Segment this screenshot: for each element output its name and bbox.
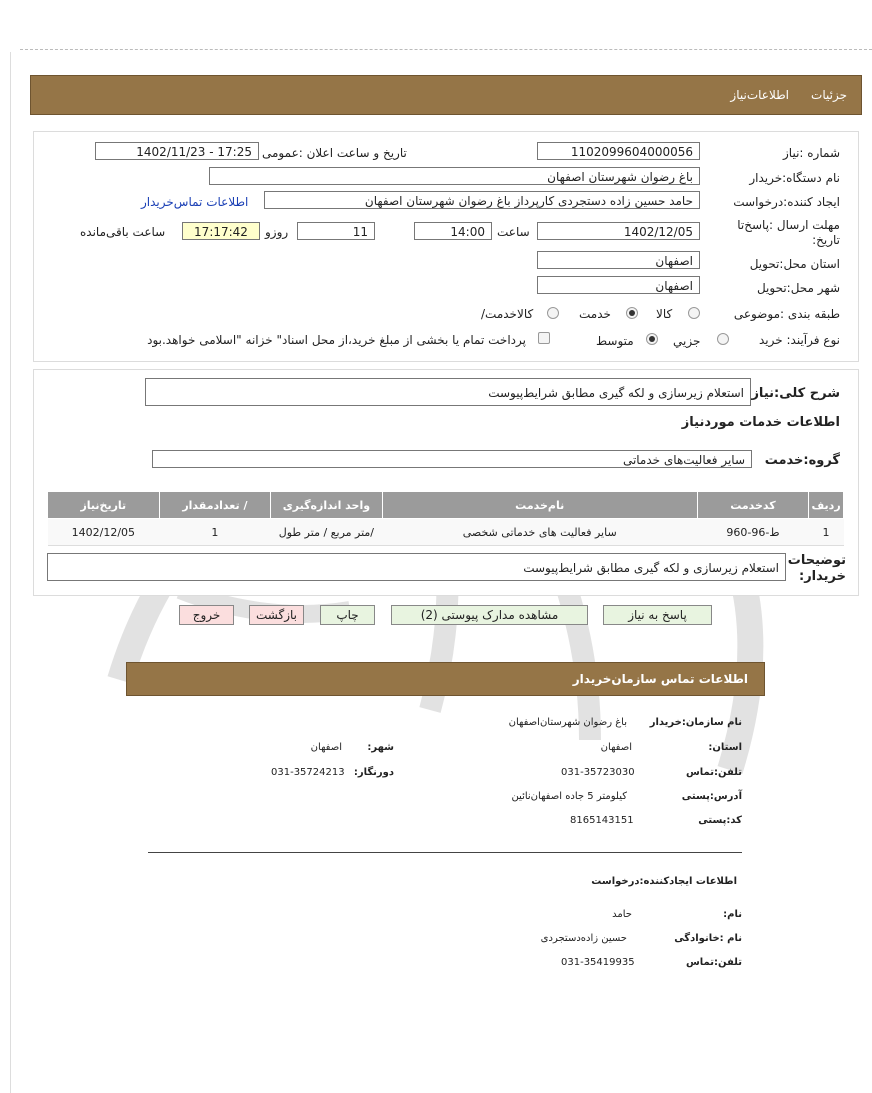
service-group-field[interactable]: سایر فعالیت‌های خدماتی bbox=[152, 450, 752, 468]
deadline-date-field[interactable]: 1402/12/05 bbox=[537, 222, 700, 240]
table-row bbox=[48, 519, 844, 546]
buyer-notes-field[interactable]: استعلام زیرسازی و لکه گیری مطابق شرایط‌پیوست bbox=[47, 553, 786, 581]
summary-label: شرح کلی:نیاز bbox=[751, 386, 840, 401]
buyer-contact-link[interactable]: اطلاعات تماس‌خریدار bbox=[141, 195, 249, 209]
contact-bar bbox=[126, 662, 765, 696]
days-label: روزو bbox=[265, 225, 289, 239]
col-row: ردیف bbox=[809, 492, 844, 519]
province-label: استان محل:تحویل bbox=[749, 257, 840, 271]
contact-phone-label: تلفن:تماس bbox=[685, 767, 742, 778]
reply-button[interactable]: پاسخ به نیاز bbox=[603, 605, 712, 625]
deadline-label-2: :تاریخ bbox=[812, 233, 840, 247]
service-group-label: گروه:خدمت bbox=[764, 453, 840, 468]
category-label: طبقه بندی :موضوعی bbox=[733, 307, 840, 321]
city-field[interactable]: اصفهان bbox=[537, 276, 700, 294]
col-quantity: / تعدادمقدار bbox=[159, 492, 270, 519]
top-divider bbox=[20, 49, 872, 50]
contact-address-value: کیلومتر 5 جاده اصفهان‌نائین bbox=[511, 791, 627, 802]
contact-fax-label: :دورنگار bbox=[353, 767, 394, 778]
cell-name: سایر فعالیت های خدماتی شخصی bbox=[382, 519, 697, 546]
creator-family-value: حسین زاده‌دستجردی bbox=[540, 933, 627, 944]
announce-label: تاریخ و ساعت اعلان :عمومی bbox=[262, 146, 407, 160]
category-service-radio[interactable] bbox=[626, 307, 638, 319]
creator-label: ایجاد کننده:درخواست bbox=[733, 195, 840, 209]
col-date: تاریخ‌نیاز bbox=[48, 492, 160, 519]
contact-province-value: اصفهان bbox=[600, 742, 632, 753]
print-button[interactable]: چاپ bbox=[320, 605, 375, 625]
category-both-radio[interactable] bbox=[547, 307, 559, 319]
view-documents-button[interactable]: مشاهده مدارک پیوستی (2) bbox=[391, 605, 588, 625]
city-label: شهر محل:تحویل bbox=[756, 281, 840, 295]
need-number-field[interactable]: 1102099604000056 bbox=[537, 142, 700, 160]
treasury-payment-checkbox[interactable] bbox=[538, 332, 550, 344]
creator-name-label: :نام bbox=[723, 909, 742, 920]
col-code: کدخدمت bbox=[697, 492, 808, 519]
process-medium-label: متوسط bbox=[596, 334, 634, 348]
left-divider bbox=[10, 52, 11, 1093]
creator-family-label: نام :خانوادگی bbox=[674, 933, 742, 944]
creator-name-value: حامد bbox=[612, 909, 632, 920]
buyer-org-field[interactable]: باغ رضوان شهرستان اصفهان bbox=[209, 167, 700, 185]
days-field[interactable]: 11 bbox=[297, 222, 375, 240]
contact-org-value: باغ رضوان شهرستان‌اصفهان bbox=[508, 717, 627, 728]
creator-phone-value: 031-35419935 bbox=[561, 957, 635, 968]
cell-unit: /متر مربع / متر طول bbox=[271, 519, 383, 546]
back-button[interactable]: بازگشت bbox=[249, 605, 304, 625]
header-title-info[interactable]: اطلاعات‌نیاز bbox=[730, 88, 789, 102]
contact-province-label: :استان bbox=[708, 742, 742, 753]
category-service-label: خدمت bbox=[579, 307, 611, 321]
cell-row: 1 bbox=[809, 519, 844, 546]
col-name: نام‌خدمت bbox=[382, 492, 697, 519]
services-table-header bbox=[48, 492, 844, 519]
treasury-payment-note: پرداخت تمام یا بخشی از مبلغ خرید،از محل اسناد" خزانه "اسلامی خواهد.بود bbox=[147, 333, 526, 347]
contact-bar-title: اطلاعات تماس سازمان‌خریدار bbox=[572, 672, 748, 686]
process-minor-radio[interactable] bbox=[717, 333, 729, 345]
category-goods-radio[interactable] bbox=[688, 307, 700, 319]
creator-section-title: اطلاعات ایجادکننده:درخواست bbox=[591, 876, 737, 887]
need-number-label: شماره :نیاز bbox=[783, 146, 840, 160]
remaining-label: ساعت باقی‌مانده bbox=[80, 225, 166, 239]
exit-button[interactable]: خروج bbox=[179, 605, 234, 625]
services-table bbox=[47, 491, 844, 546]
contact-postal-value: 8165143151 bbox=[570, 815, 634, 826]
deadline-time-label: ساعت bbox=[497, 225, 530, 239]
cell-date: 1402/12/05 bbox=[48, 519, 160, 546]
need-info-panel bbox=[33, 131, 859, 362]
contact-divider bbox=[148, 852, 742, 853]
process-medium-radio[interactable] bbox=[646, 333, 658, 345]
cell-code: ط-96-960 bbox=[697, 519, 808, 546]
province-field[interactable]: اصفهان bbox=[537, 251, 700, 269]
deadline-time-field[interactable]: 14:00 bbox=[414, 222, 492, 240]
buyer-org-label: نام دستگاه:خریدار bbox=[749, 171, 840, 185]
creator-field[interactable]: حامد حسین زاده دستجردی کارپرداز باغ رضوان شهرستان اصفهان bbox=[264, 191, 700, 209]
contact-postal-label: کد:پستی bbox=[698, 815, 742, 826]
contact-phone-value: 031-35723030 bbox=[561, 767, 635, 778]
services-title: اطلاعات خدمات موردنیاز bbox=[681, 415, 840, 430]
cell-quantity: 1 bbox=[159, 519, 270, 546]
contact-city-label: :شهر bbox=[367, 742, 394, 753]
contact-org-label: نام سازمان:خریدار bbox=[649, 717, 742, 728]
creator-phone-label: تلفن:تماس bbox=[685, 957, 742, 968]
process-label: نوع فرآیند: خرید bbox=[759, 333, 840, 347]
contact-fax-value: 031-35724213 bbox=[271, 767, 345, 778]
col-unit: واحد اندازه‌گیری bbox=[271, 492, 383, 519]
deadline-label-1: مهلت ارسال :پاسخ‌تا bbox=[737, 218, 840, 232]
contact-city-value: اصفهان bbox=[310, 742, 342, 753]
category-goods-label: کالا bbox=[656, 307, 673, 321]
process-minor-label: جزیي bbox=[673, 334, 701, 348]
contact-address-label: آدرس:پستی bbox=[681, 791, 742, 802]
buyer-notes-label-2: :خریدار bbox=[799, 569, 846, 584]
buyer-notes-label-1: توضیحات bbox=[787, 553, 846, 568]
summary-field[interactable]: استعلام زیرسازی و لکه گیری مطابق شرایط‌پیوست bbox=[145, 378, 751, 406]
remaining-time-field: 17:17:42 bbox=[182, 222, 260, 240]
header-title-details[interactable]: جزئیات bbox=[811, 88, 847, 102]
announce-field[interactable]: 1402/11/23 - 17:25 bbox=[95, 142, 259, 160]
header-bar bbox=[30, 75, 862, 115]
category-both-label: /کالاخدمت bbox=[481, 307, 534, 321]
